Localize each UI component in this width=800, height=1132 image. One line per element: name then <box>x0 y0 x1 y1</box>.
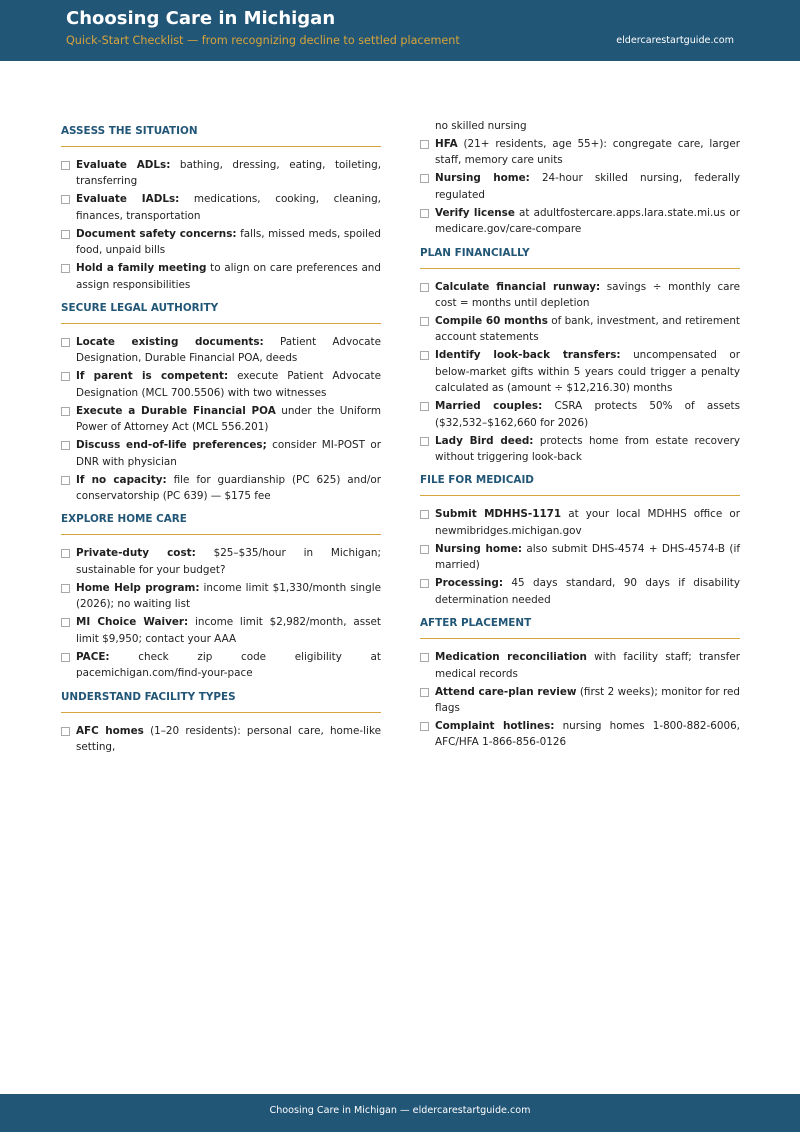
checkbox[interactable] <box>61 338 70 347</box>
item-text: nursing homes 1-800-882-6006, AFC/HFA 1-866-856-0126 <box>435 719 740 749</box>
page-title: Choosing Care in Michigan <box>66 8 336 29</box>
checkbox[interactable] <box>61 618 70 627</box>
checkbox[interactable] <box>61 195 70 204</box>
item-text: at adultfostercare.apps.lara.state.mi.us or medicare.gov/care-compare <box>435 206 741 236</box>
item-text: no skilled nursing <box>435 120 527 132</box>
checklist-facility-continued <box>420 118 740 238</box>
checkbox[interactable] <box>420 351 429 360</box>
item-label: PACE: <box>76 650 110 663</box>
checklist-item <box>61 191 381 224</box>
checklist-item-continuation <box>420 118 740 134</box>
item-text: income limit $2,982/month, asset limit $9,950; contact your AAA <box>76 616 381 645</box>
checklist-item <box>420 684 740 717</box>
checklist-financial <box>420 279 740 466</box>
item-label: Verify license <box>435 206 515 219</box>
checkbox[interactable] <box>420 653 429 662</box>
item-text: bathing, dressing, eating, toileting, transferring <box>76 159 381 188</box>
checklist-item <box>420 506 740 539</box>
item-label: MI Choice Waiver: <box>76 616 189 629</box>
checklist-legal <box>61 334 381 504</box>
item-label: Attend care-plan review <box>435 685 577 698</box>
checklist-item <box>420 575 740 608</box>
checkbox[interactable] <box>61 727 70 736</box>
item-label: Hold a family meeting <box>76 262 207 275</box>
checklist-item <box>61 368 381 401</box>
item-label: Document safety concerns: <box>76 227 237 240</box>
header-site-link[interactable]: eldercarestartguide.com <box>616 35 734 46</box>
checkbox[interactable] <box>61 441 70 450</box>
checkbox[interactable] <box>420 579 429 588</box>
checkbox[interactable] <box>420 510 429 519</box>
item-text: CSRA protects 50% of assets ($32,532–$162,660 for 2026) <box>435 400 740 429</box>
item-text: 24-hour skilled nursing, federally regulated <box>435 172 741 201</box>
checklist-item <box>420 347 740 396</box>
item-label: Home Help program: <box>76 581 200 594</box>
checkbox[interactable] <box>61 549 70 558</box>
footer-text: Choosing Care in Michigan — eldercarestartguide.com <box>269 1105 531 1116</box>
checklist-item <box>420 170 740 203</box>
section-title-legal: SECURE LEGAL AUTHORITY <box>61 295 381 324</box>
item-label: Execute a Durable Financial POA <box>76 404 276 417</box>
checkbox[interactable] <box>61 230 70 239</box>
section-title-after: AFTER PLACEMENT <box>420 610 740 639</box>
checklist-item <box>61 226 381 259</box>
section-title-home-care: EXPLORE HOME CARE <box>61 506 381 535</box>
item-label: Identify look-back transfers: <box>435 349 621 362</box>
checkbox[interactable] <box>61 407 70 416</box>
checklist-item <box>61 260 381 293</box>
checklist-item <box>61 437 381 470</box>
checklist-item <box>61 334 381 367</box>
item-text: $25–$35/hour in Michigan; sustainable for your budget? <box>76 547 381 576</box>
item-text: uncompensated or below-market gifts within 5 years could trigger a penalty calculated as (amount ÷ $12,216.30) months <box>435 349 740 395</box>
item-text: file for guardianship (PC 625) and/or conservatorship (PC 639) — $175 fee <box>76 473 381 503</box>
checklist-item <box>420 649 740 682</box>
page-footer <box>0 1094 800 1132</box>
item-label: Medication reconciliation <box>435 651 587 664</box>
checkbox[interactable] <box>420 174 429 183</box>
checkbox[interactable] <box>61 264 70 273</box>
checklist-item <box>420 279 740 312</box>
item-label: Evaluate ADLs: <box>76 159 171 171</box>
checkbox[interactable] <box>420 140 429 149</box>
item-text: execute Patient Advocate Designation (MCL 700.5506) with two witnesses <box>76 370 381 399</box>
section-title-assess: ASSESS THE SITUATION <box>61 118 381 147</box>
item-label: Married couples: <box>435 400 543 413</box>
checklist-item <box>61 723 381 756</box>
item-label: Submit MDHHS-1171 <box>435 508 562 521</box>
checklist-item <box>420 433 740 466</box>
checkbox[interactable] <box>420 437 429 446</box>
item-label: Complaint hotlines: <box>435 719 555 732</box>
item-label: Locate existing documents: <box>76 336 264 349</box>
checkbox[interactable] <box>61 161 70 170</box>
item-text: income limit $1,330/month single (2026); no waiting list <box>76 581 382 611</box>
checklist-item <box>61 403 381 436</box>
item-text: to align on care preferences and assign responsibilities <box>76 262 381 291</box>
checklist-item <box>420 398 740 431</box>
item-label: Private-duty cost: <box>76 547 196 560</box>
section-title-financial: PLAN FINANCIALLY <box>420 240 740 269</box>
checkbox[interactable] <box>420 545 429 554</box>
item-label: Discuss end-of-life preferences; <box>76 439 267 452</box>
checklist-item <box>420 718 740 751</box>
item-text: medications, cooking, cleaning, finances, transportation <box>76 193 381 222</box>
checkbox[interactable] <box>420 688 429 697</box>
page-header <box>0 0 800 61</box>
item-text: (21+ residents, age 55+): congregate care, larger staff, memory care units <box>435 138 740 167</box>
checklist-item <box>420 541 740 574</box>
item-text: under the Uniform Power of Attorney Act (MCL 556.201) <box>76 404 381 434</box>
checklist-item <box>420 205 740 238</box>
checklist-home-care <box>61 545 381 681</box>
checklist-item <box>61 472 381 505</box>
item-text: 45 days standard, 90 days if disability determination needed <box>435 577 740 606</box>
checkbox[interactable] <box>420 402 429 411</box>
item-label: If parent is competent: <box>76 370 229 383</box>
item-text: consider MI-POST or DNR with physician <box>76 439 382 468</box>
checklist-facility <box>61 723 381 756</box>
item-text: of bank, investment, and retirement account statements <box>435 315 741 344</box>
item-label: Compile 60 months <box>435 315 548 328</box>
item-text: falls, missed meds, spoiled food, unpaid bills <box>76 227 382 257</box>
left-column <box>61 118 381 757</box>
checklist-assess <box>61 157 381 293</box>
item-label: HFA <box>435 138 458 150</box>
checkbox[interactable] <box>61 653 70 662</box>
checklist-item <box>61 157 381 190</box>
item-label: Nursing home: <box>435 172 530 185</box>
item-text: check zip code eligibility at pacemichigan.com/find-your-pace <box>76 650 381 680</box>
item-text: with facility staff; transfer medical records <box>435 651 740 680</box>
checkbox[interactable] <box>420 317 429 326</box>
section-title-medicaid: FILE FOR MEDICAID <box>420 467 740 496</box>
item-label: AFC homes <box>76 724 144 737</box>
checkbox[interactable] <box>61 476 70 485</box>
item-text: protects home from estate recovery without triggering look-back <box>435 434 741 464</box>
checkbox[interactable] <box>61 584 70 593</box>
checklist-after <box>420 649 740 751</box>
item-text: also submit DHS-4574 + DHS-4574-B (if married) <box>435 542 741 572</box>
item-label: Nursing home: <box>435 542 523 555</box>
checklist-item <box>61 649 381 682</box>
right-column <box>420 118 740 752</box>
item-label: Evaluate IADLs: <box>76 193 180 206</box>
item-text: (1–20 residents): personal care, home-like setting, <box>76 724 381 753</box>
item-label: Lady Bird deed: <box>435 434 534 447</box>
checklist-medicaid <box>420 506 740 608</box>
checkbox[interactable] <box>61 372 70 381</box>
checklist-item <box>420 136 740 169</box>
checkbox[interactable] <box>420 209 429 218</box>
checkbox[interactable] <box>420 722 429 731</box>
checklist-item <box>61 545 381 578</box>
item-label: If no capacity: <box>76 473 167 486</box>
checkbox[interactable] <box>420 283 429 292</box>
item-text: savings ÷ monthly care cost = months until depletion <box>435 280 740 310</box>
page-subtitle: Quick-Start Checklist — from recognizing decline to settled placement <box>66 34 460 47</box>
section-title-facility: UNDERSTAND FACILITY TYPES <box>61 684 381 713</box>
item-text: (first 2 weeks); monitor for red flags <box>435 685 741 714</box>
item-label: Processing: <box>435 577 504 590</box>
item-label: Calculate financial runway: <box>435 280 601 293</box>
checklist-item <box>420 313 740 346</box>
checklist-item <box>61 614 381 647</box>
checklist-item <box>61 580 381 613</box>
item-text: Patient Advocate Designation, Durable Financial POA, deeds <box>76 336 382 365</box>
item-text: at your local MDHHS office or newmibridges.michigan.gov <box>435 508 740 537</box>
